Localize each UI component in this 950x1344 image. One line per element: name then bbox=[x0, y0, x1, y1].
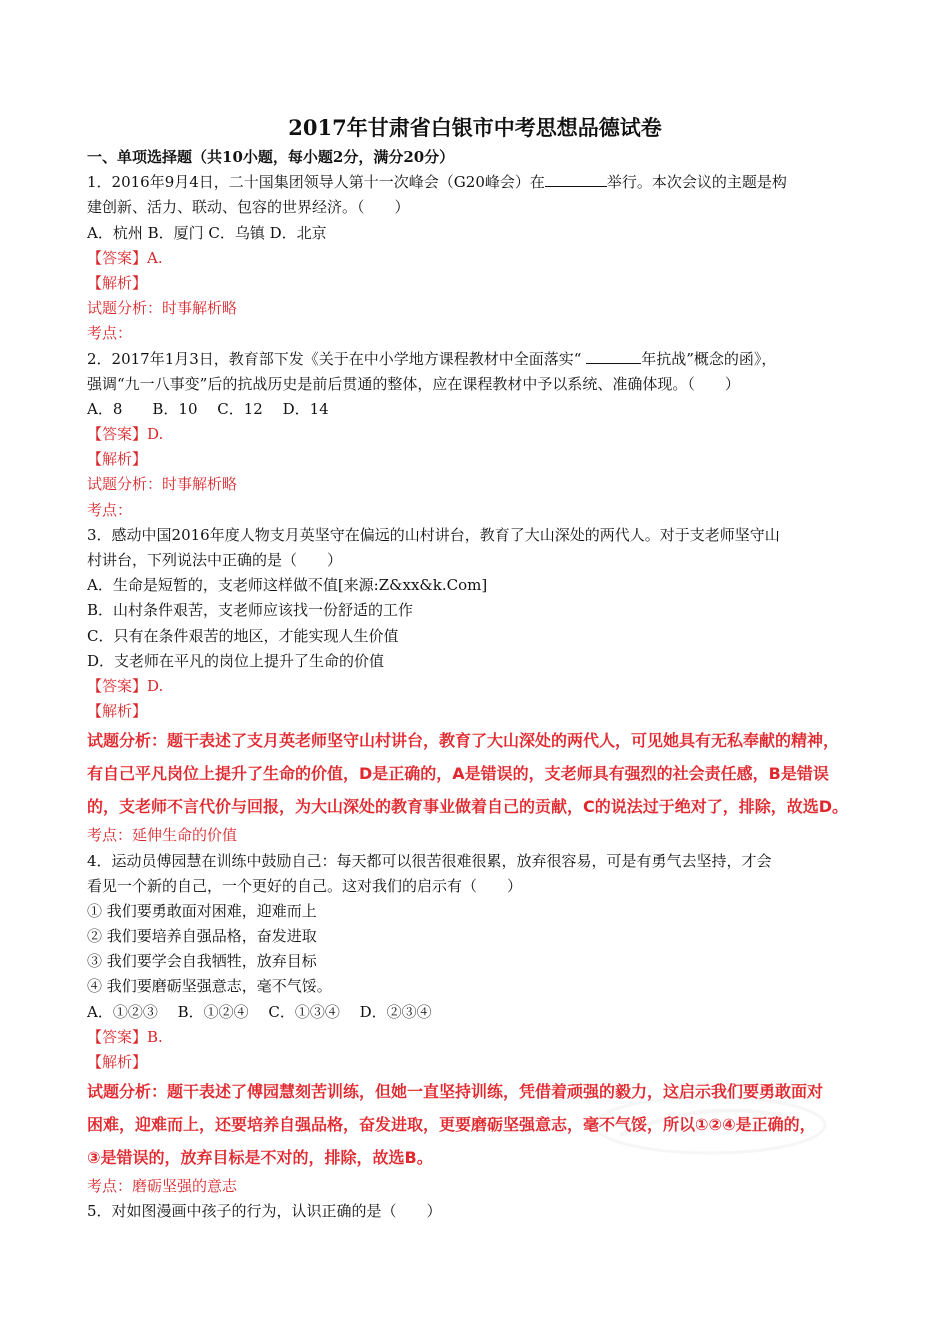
question-1-options: A．杭州 B．厦门 C．乌镇 D．北京 bbox=[87, 223, 327, 242]
question-3-line-1: 3．感动中国2016年度人物支月英坚守在偏远的山村讲台，教育了大山深处的两代人。对于支老师坚守山 bbox=[87, 525, 780, 544]
exam-content bbox=[87, 145, 877, 1225]
question-3-point: 考点：延伸生命的价值 bbox=[87, 826, 238, 845]
question-1-line-2: 建创新、活力、联动、包容的世界经济。（ ） bbox=[87, 198, 410, 217]
question-2-answer: 【答案】D. bbox=[87, 425, 164, 444]
question-3-option-d: D．支老师在平凡的岗位上提升了生命的价值 bbox=[87, 651, 385, 670]
question-1-point: 考点： bbox=[87, 324, 133, 343]
question-4-analysis-line-1: 试题分析：题干表述了傅园慧刻苦训练，但她一直坚持训练，凭借着顽强的毅力，这启示我们要勇敢面对 bbox=[87, 1082, 824, 1102]
question-2-analysis-label: 【解析】 bbox=[87, 450, 148, 469]
question-1-line-1 bbox=[87, 170, 877, 195]
question-3-line-2: 村讲台，下列说法中正确的是（ ） bbox=[87, 551, 343, 569]
page-title: 2017年甘肃省白银市中考思想品德试卷 bbox=[288, 115, 662, 140]
question-3-analysis-line-3: 的，支老师不言代价与回报，为大山深处的教育事业做着自己的贡献，C的说法过于绝对了，排除，故选D。 bbox=[87, 797, 849, 817]
question-4-options: A．①②③ B．①②④ C．①③④ D．②③④ bbox=[87, 1002, 432, 1021]
question-1-text-b: 举行。本次会议的主题是构 bbox=[606, 173, 787, 192]
question-3-analysis-line-2: 有自己平凡岗位上提升了生命的价值，D是正确的，A是错误的，支老师具有强烈的社会责任感，B是错误 bbox=[87, 764, 829, 784]
question-1-analysis: 试题分析：时事解析略 bbox=[87, 299, 238, 318]
question-4-analysis-line-2: 困难，迎难而上，还要培养自强品格，奋发进取，更要磨砺坚强意志，毫不气馁，所以①②④是正确的， bbox=[87, 1115, 816, 1135]
question-2-analysis: 试题分析：时事解析略 bbox=[87, 475, 238, 494]
question-1-text-a: 1．2016年9月4日，二十国集团领导人第十一次峰会（G20峰会）在 bbox=[87, 173, 545, 192]
question-4-statement-1: ① 我们要勇敢面对困难，迎难而上 bbox=[87, 901, 317, 920]
question-3-analysis-label: 【解析】 bbox=[87, 702, 148, 721]
question-3-answer: 【答案】D. bbox=[87, 676, 164, 695]
question-4-analysis-label: 【解析】 bbox=[87, 1053, 148, 1071]
question-2-line-1 bbox=[87, 347, 877, 372]
fill-blank bbox=[545, 171, 607, 187]
question-3-option-c: C．只有在条件艰苦的地区，才能实现人生价值 bbox=[87, 626, 399, 645]
question-2-point: 考点： bbox=[87, 500, 133, 519]
question-3-analysis-line-1: 试题分析：题干表述了支月英老师坚守山村讲台，教育了大山深处的两代人，可见她具有无私奉献的精神， bbox=[87, 731, 840, 751]
question-1-analysis-label: 【解析】 bbox=[87, 273, 148, 292]
question-1-answer: 【答案】A. bbox=[87, 248, 163, 267]
question-4-analysis-line-3: ③是错误的，放弃目标是不对的，排除，故选B。 bbox=[87, 1148, 433, 1168]
question-4-statement-2: ② 我们要培养自强品格，奋发进取 bbox=[87, 927, 317, 946]
question-3-option-b: B．山村条件艰苦，支老师应该找一份舒适的工作 bbox=[87, 601, 414, 620]
question-4-answer: 【答案】B. bbox=[87, 1027, 163, 1046]
section-heading: 一、单项选择题（共10小题，每小题2分，满分20分） bbox=[87, 148, 455, 166]
question-4-point: 考点：磨砺坚强的意志 bbox=[87, 1177, 238, 1196]
question-2-text-a: 2．2017年1月3日，教育部下发《关于在中小学地方课程教材中全面落实“ bbox=[87, 349, 587, 368]
question-3-option-a: A．生命是短暂的，支老师这样做不值[来源:Z&xx&k.Com] bbox=[87, 576, 488, 595]
question-4-line-1: 4．运动员傅园慧在训练中鼓励自己：每天都可以很苦很难很累，放弃很容易，可是有勇气去坚持，才会 bbox=[87, 851, 772, 870]
question-2-line-2: 强调“九一八事变”后的抗战历史是前后贯通的整体，应在课程教材中予以系统、准确体现。（ ） bbox=[87, 374, 740, 393]
question-4-line-2: 看见一个新的自己，一个更好的自己。这对我们的启示有（ ） bbox=[87, 876, 523, 895]
fill-blank bbox=[586, 348, 641, 364]
question-5-line-1: 5．对如图漫画中孩子的行为，认识正确的是（ ） bbox=[87, 1202, 442, 1221]
question-4-statement-4: ④ 我们要磨砺坚强意志，毫不气馁。 bbox=[87, 977, 332, 996]
question-2-options: A．8 B．10 C．12 D．14 bbox=[87, 399, 329, 418]
question-2-text-b: 年抗战”概念的函》， bbox=[641, 349, 777, 368]
question-4-statement-3: ③ 我们要学会自我牺牲，放弃目标 bbox=[87, 952, 317, 971]
